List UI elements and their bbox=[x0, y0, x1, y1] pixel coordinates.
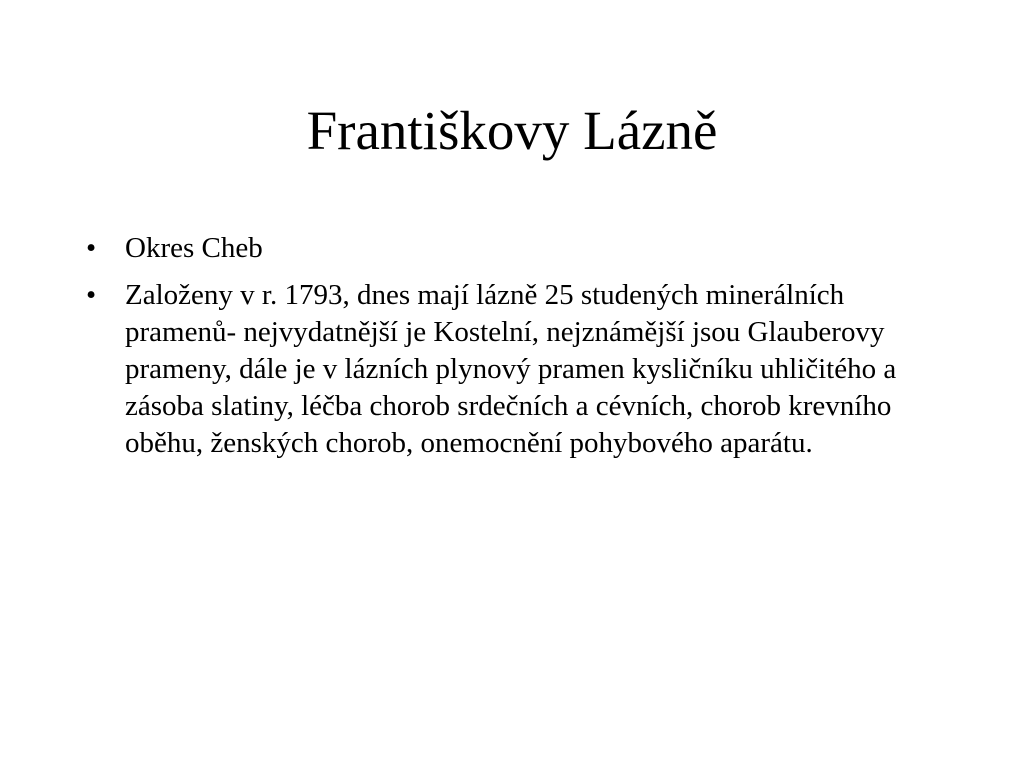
bullet-text: Okres Cheb bbox=[125, 232, 263, 264]
bullet-list bbox=[86, 230, 936, 472]
bullet-icon: • bbox=[86, 232, 97, 264]
bullet-item-history bbox=[86, 277, 936, 462]
bullet-icon: • bbox=[86, 279, 97, 311]
bullet-text: Založeny v r. 1793, dnes mají lázně 25 studených minerálních pramenů- nejvydatnější je Kostelní, nejznámější jsou Glauberovy prameny, dále je v lázních plynový pramen kysličníku uhličitého a zásoba slatiny, léčba chorob srdečních a cévních, chorob krevního oběhu, ženských chorob, onemocnění pohybového aparátu. bbox=[125, 279, 897, 459]
bullet-item-okres bbox=[86, 230, 936, 267]
slide-title: Františkovy Lázně bbox=[306, 100, 718, 161]
